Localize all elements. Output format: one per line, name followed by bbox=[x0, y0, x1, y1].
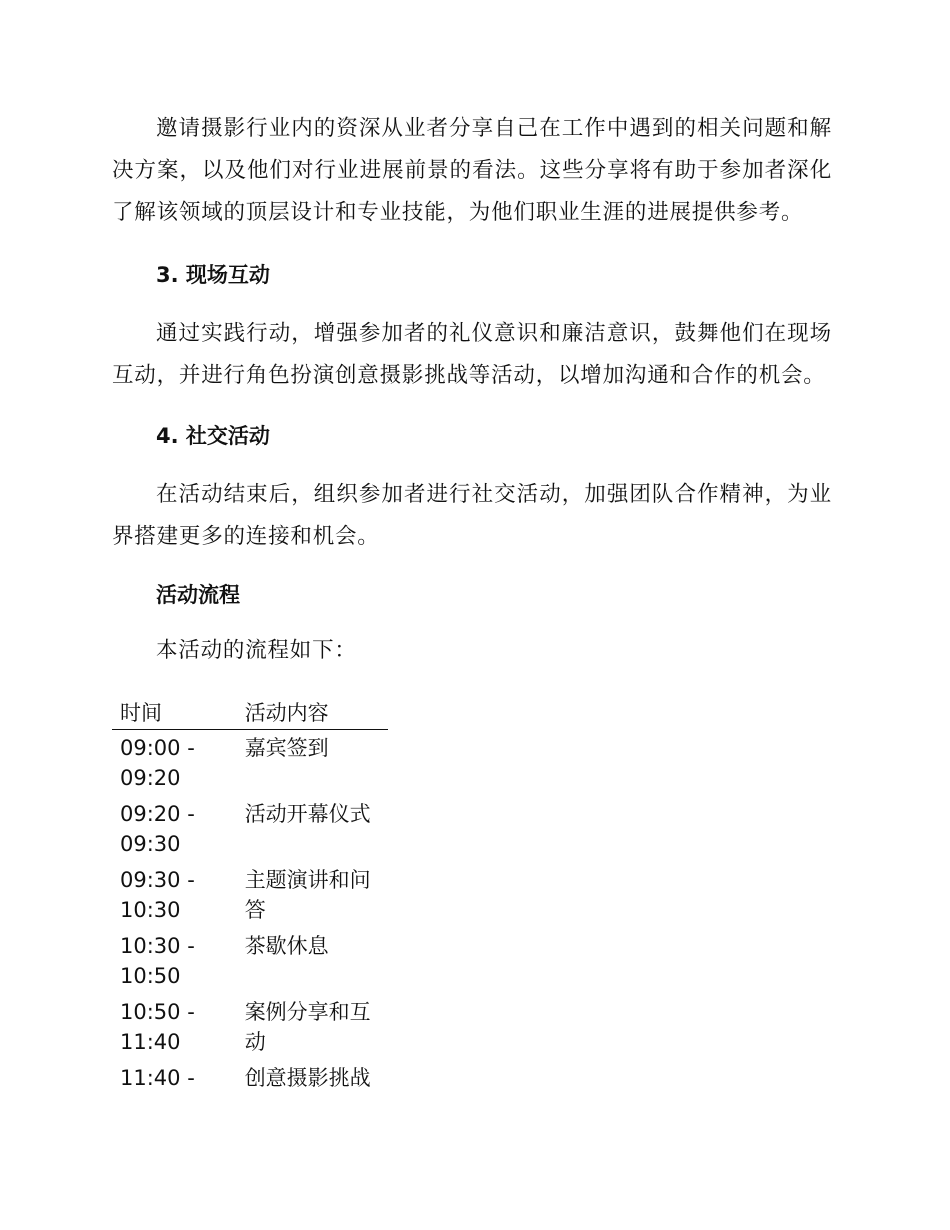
schedule-activity-cell: 嘉宾签到 bbox=[244, 736, 329, 760]
table-row bbox=[112, 862, 388, 928]
table-row bbox=[112, 1060, 388, 1096]
table-row bbox=[112, 796, 388, 862]
schedule-activity-cell: 创意摄影挑战 bbox=[244, 1066, 371, 1090]
table-row bbox=[112, 928, 388, 994]
schedule-time-cell: 09:20 - 09:30 bbox=[120, 802, 195, 856]
schedule-time-cell: 09:00 - 09:20 bbox=[120, 736, 195, 790]
column-header-time: 时间 bbox=[112, 698, 236, 730]
schedule-time-cell: 10:30 - 10:50 bbox=[120, 934, 195, 988]
table-row bbox=[112, 994, 388, 1060]
heading-activity-flow: 活动流程 bbox=[156, 583, 240, 607]
table-row bbox=[112, 730, 388, 797]
schedule-activity-cell: 活动开幕仪式 bbox=[244, 802, 371, 826]
paragraph-social-activity: 在活动结束后，组织参加者进行社交活动，加强团队合作精神，为业界搭建更多的连接和机会。 bbox=[112, 482, 832, 549]
schedule-activity-cell: 案例分享和互动 bbox=[244, 1000, 371, 1054]
schedule-table bbox=[112, 698, 388, 1096]
schedule-activity-cell: 主题演讲和问答 bbox=[244, 868, 371, 922]
schedule-activity-cell: 茶歇休息 bbox=[244, 934, 329, 958]
column-header-activity: 活动内容 bbox=[236, 698, 388, 730]
paragraph-flow-intro: 本活动的流程如下： bbox=[156, 638, 357, 663]
paragraph-speaker-sharing: 邀请摄影行业内的资深从业者分享自己在工作中遇到的相关问题和解决方案，以及他们对行业进展前景的看法。这些分享将有助于参加者深化了解该领域的顶层设计和专业技能，为他们职业生涯的进展提供参考。 bbox=[112, 116, 832, 225]
schedule-header-row bbox=[112, 698, 388, 730]
paragraph-onsite-interaction: 通过实践行动，增强参加者的礼仪意识和廉洁意识，鼓舞他们在现场互动，并进行角色扮演创意摄影挑战等活动，以增加沟通和合作的机会。 bbox=[112, 321, 832, 388]
schedule-time-cell: 10:50 - 11:40 bbox=[120, 1000, 195, 1054]
schedule-time-cell: 11:40 - bbox=[120, 1066, 195, 1090]
heading-social-activity: 4. 社交活动 bbox=[156, 424, 270, 448]
schedule-time-cell: 09:30 - 10:30 bbox=[120, 868, 195, 922]
heading-onsite-interaction: 3. 现场互动 bbox=[156, 263, 270, 287]
